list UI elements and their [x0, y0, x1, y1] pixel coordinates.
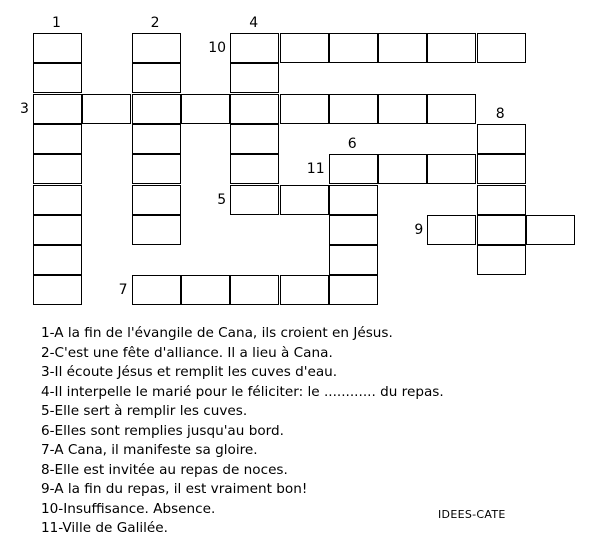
- clue-6: 6-Elles sont remplies jusqu'au bord.: [41, 422, 284, 439]
- clue-7: 7-A Cana, il manifeste sa gloire.: [41, 442, 258, 458]
- grid-cell[interactable]: [33, 33, 82, 63]
- clue-5: 5-Elle sert à remplir les cuves.: [41, 403, 248, 419]
- clue-8: 8-Elle est invitée au repas de noces.: [41, 461, 288, 478]
- grid-cell[interactable]: [477, 185, 526, 215]
- grid-cell[interactable]: [230, 185, 279, 215]
- clue-number: 5: [217, 191, 227, 208]
- grid-cell[interactable]: [427, 154, 476, 184]
- grid-cell[interactable]: [329, 245, 378, 275]
- clue-4: 4-Il interpelle le marié pour le féliciter: le ............ du repas.: [41, 383, 444, 400]
- grid-cell[interactable]: [132, 275, 181, 305]
- grid-cell[interactable]: [33, 63, 82, 93]
- clue-number: 8: [495, 105, 505, 122]
- grid-cell[interactable]: [33, 275, 82, 305]
- grid-cell[interactable]: [33, 215, 82, 245]
- clue-3: 3-Il écoute Jésus et remplit les cuves d'eau.: [41, 364, 338, 380]
- grid-cell[interactable]: [477, 245, 526, 275]
- grid-cell[interactable]: [33, 185, 82, 215]
- clue-number: 9: [414, 221, 424, 238]
- grid-cell[interactable]: [427, 33, 476, 63]
- grid-cell[interactable]: [378, 154, 427, 184]
- grid-cell[interactable]: [230, 63, 279, 93]
- grid-cell[interactable]: [33, 124, 82, 154]
- grid-cell[interactable]: [230, 33, 279, 63]
- clue-number: 4: [249, 15, 259, 31]
- grid-cell[interactable]: [329, 275, 378, 305]
- clue-number: 2: [150, 15, 160, 31]
- grid-cell[interactable]: [33, 245, 82, 275]
- grid-cell[interactable]: [329, 154, 378, 184]
- grid-cell[interactable]: [132, 63, 181, 93]
- grid-cell[interactable]: [132, 33, 181, 63]
- grid-cell[interactable]: [427, 215, 476, 245]
- grid-cell[interactable]: [329, 185, 378, 215]
- grid-cell[interactable]: [477, 33, 526, 63]
- grid-cell[interactable]: [230, 275, 279, 305]
- grid-cell[interactable]: [477, 124, 526, 154]
- clue-11: 11-Ville de Galilée.: [41, 520, 168, 536]
- grid-cell[interactable]: [132, 154, 181, 184]
- clue-number: 3: [20, 100, 29, 117]
- grid-cell[interactable]: [132, 124, 181, 154]
- clue-number: 1: [52, 15, 61, 31]
- grid-cell[interactable]: [427, 94, 476, 124]
- grid-cell[interactable]: [132, 94, 181, 124]
- clue-10: 10-Insuffisance. Absence.: [41, 500, 216, 517]
- grid-cell[interactable]: [477, 154, 526, 184]
- grid-cell[interactable]: [526, 215, 575, 245]
- clue-1: 1-A la fin de l'évangile de Cana, ils croient en Jésus.: [41, 325, 393, 341]
- clue-number: 6: [347, 136, 357, 153]
- grid-cell[interactable]: [329, 215, 378, 245]
- clue-list: [41, 324, 444, 539]
- grid-cell[interactable]: [82, 94, 131, 124]
- grid-cell[interactable]: [280, 185, 329, 215]
- clue-number: 11: [306, 161, 325, 178]
- grid-cell[interactable]: [378, 33, 427, 63]
- grid-cell[interactable]: [329, 94, 378, 124]
- clue-number: 7: [118, 282, 128, 299]
- grid-cell[interactable]: [230, 124, 279, 154]
- grid-cell[interactable]: [280, 94, 329, 124]
- grid-cell[interactable]: [230, 94, 279, 124]
- clue-9: 9-A la fin du repas, il est vraiment bon!: [41, 481, 308, 497]
- grid-cell[interactable]: [181, 94, 230, 124]
- grid-cell[interactable]: [33, 94, 82, 124]
- grid-cell[interactable]: [329, 33, 378, 63]
- grid-cell[interactable]: [181, 275, 230, 305]
- clue-2: 2-C'est une fête d'alliance. Il a lieu à Cana.: [41, 344, 333, 361]
- grid-cell[interactable]: [378, 94, 427, 124]
- clue-number: 10: [208, 40, 227, 56]
- grid-cell[interactable]: [477, 215, 526, 245]
- grid-cell[interactable]: [132, 185, 181, 215]
- grid-cell[interactable]: [230, 154, 279, 184]
- grid-cell[interactable]: [33, 154, 82, 184]
- grid-cell[interactable]: [280, 33, 329, 63]
- credit-text: IDEES-CATE: [438, 508, 506, 521]
- grid-cell[interactable]: [132, 215, 181, 245]
- grid-cell[interactable]: [280, 275, 329, 305]
